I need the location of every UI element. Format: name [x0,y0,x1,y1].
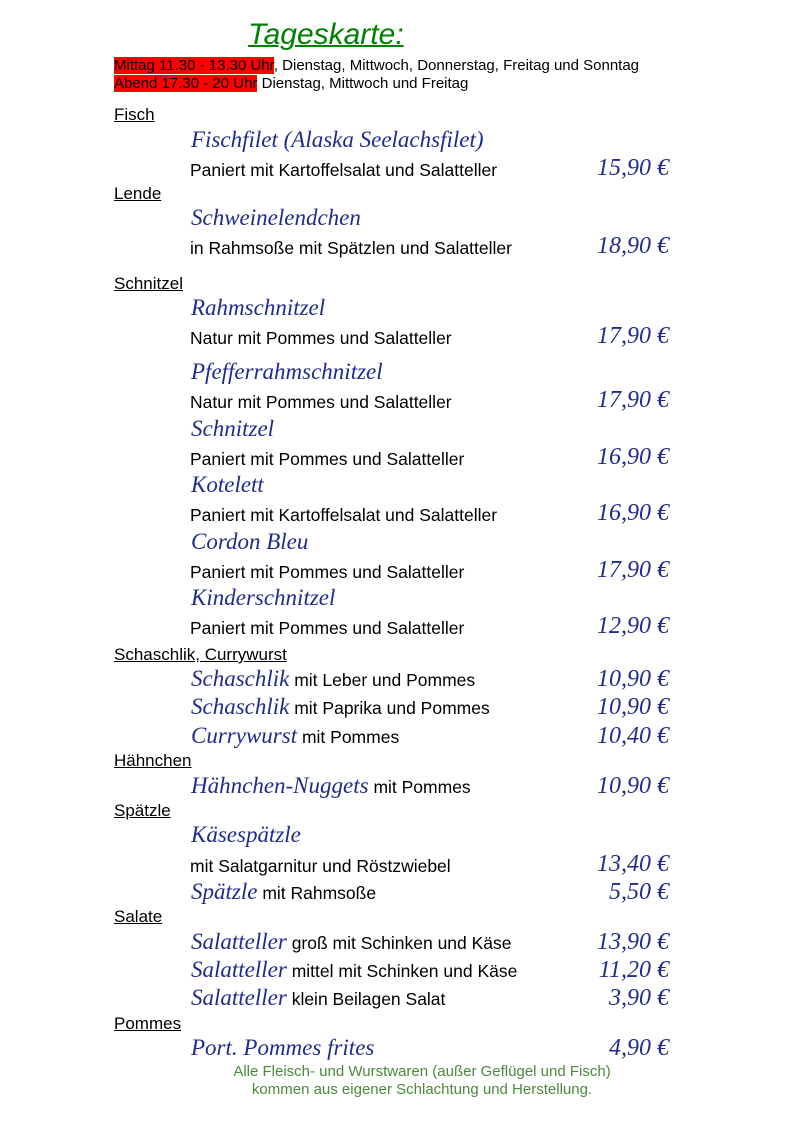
dish-name: Rahmschnitzel [191,295,326,320]
category-lende: Lende [114,184,162,203]
dish-description: Paniert mit Pommes und Salatteller [190,449,465,469]
dish-line [191,929,512,955]
category-pommes: Pommes [114,1014,182,1033]
dish-name: Salatteller [191,957,287,982]
dish-price: 17,90 € [597,387,669,413]
page-title: Tageskarte: [248,18,404,51]
dish-price: 16,90 € [597,444,669,470]
dish-name: Salatteller [191,985,287,1010]
dish-description: mittel mit Schinken und Käse [286,961,518,981]
footer-note [0,1063,794,1099]
dish-name: Spätzle [191,879,258,904]
dish-price: 10,90 € [597,666,669,692]
dish-name: Kotelett [191,472,264,497]
dish-description: Paniert mit Pommes und Salatteller [190,562,465,582]
category-salate: Salate [114,907,163,926]
dish-description: Natur mit Pommes und Salatteller [190,392,452,412]
dish-description: Natur mit Pommes und Salatteller [190,328,452,348]
dish-name: Schnitzel [191,416,275,441]
category-schaschlik: Schaschlik, Currywurst [114,645,287,664]
dish-price: 3,90 € [609,985,669,1011]
dish-description: Paniert mit Kartoffelsalat und Salatteller [190,160,498,180]
dish-line [191,773,471,799]
dish-price: 12,90 € [597,613,669,639]
category-haehnchen: Hähnchen [114,751,192,770]
dish-name: Cordon Bleu [191,529,309,554]
dish-price: 5,50 € [609,879,669,905]
lunch-days: , Dienstag, Mittwoch, Donnerstag, Freitag und Sonntag [273,57,640,74]
dish-line [191,985,445,1011]
dish-description: Paniert mit Kartoffelsalat und Salatteller [190,505,498,525]
dish-name: Schweinelendchen [191,205,361,230]
dish-name: Schaschlik [191,666,290,691]
dish-description: mit Paprika und Pommes [289,698,490,718]
dish-price: 10,40 € [597,723,669,749]
dish-price: 4,90 € [609,1035,669,1061]
dish-name: Salatteller [191,929,287,954]
dish-name: Pfefferrahmschnitzel [191,359,383,384]
dish-line [191,723,399,749]
footer-note-line: kommen aus eigener Schlachtung und Herstellung. [251,1081,593,1098]
dinner-hours-highlight: Abend 17.30 - 20 Uhr [114,75,258,92]
dish-price: 10,90 € [597,773,669,799]
dish-name: Fischfilet (Alaska Seelachsfilet) [191,127,484,152]
dish-line [191,957,517,983]
dish-name: Port. Pommes frites [191,1035,375,1060]
dish-description: mit Pommes [368,777,471,797]
dish-price: 16,90 € [597,500,669,526]
dish-price: 17,90 € [597,323,669,349]
dish-description: in Rahmsoße mit Spätzlen und Salatteller [190,238,512,258]
dish-price: 13,40 € [597,851,669,877]
category-spaetzle: Spätzle [114,801,171,820]
dish-price: 18,90 € [597,233,669,259]
dish-description: Paniert mit Pommes und Salatteller [190,618,465,638]
dinner-days: Dienstag, Mittwoch und Freitag [257,75,469,92]
dish-description: mit Pommes [297,727,400,747]
dinner-hours [114,75,468,93]
dish-name: Kinderschnitzel [191,585,336,610]
footer-note-line: Alle Fleisch- und Wurstwaren (außer Geflügel und Fisch) [233,1063,611,1080]
dish-price: 11,20 € [598,957,669,983]
dish-description: klein Beilagen Salat [286,989,446,1009]
dish-description: groß mit Schinken und Käse [286,933,512,953]
dish-line [191,666,475,692]
dish-price: 10,90 € [597,694,669,720]
lunch-hours-highlight: Mittag 11.30 - 13.30 Uhr [114,57,274,74]
dish-name: Hähnchen-Nuggets [191,773,369,798]
dish-price: 13,90 € [597,929,669,955]
dish-name: Käsespätzle [191,822,301,847]
category-schnitzel: Schnitzel [114,274,183,293]
dish-line [191,879,376,905]
lunch-hours [114,57,639,75]
dish-price: 17,90 € [597,557,669,583]
dish-line [191,694,490,720]
dish-name: Currywurst [191,723,298,748]
dish-price: 15,90 € [597,155,669,181]
dish-description: mit Rahmsoße [257,883,377,903]
dish-description: mit Salatgarnitur und Röstzwiebel [190,856,451,876]
category-fisch: Fisch [114,105,155,124]
dish-description: mit Leber und Pommes [289,670,476,690]
dish-name: Schaschlik [191,694,290,719]
